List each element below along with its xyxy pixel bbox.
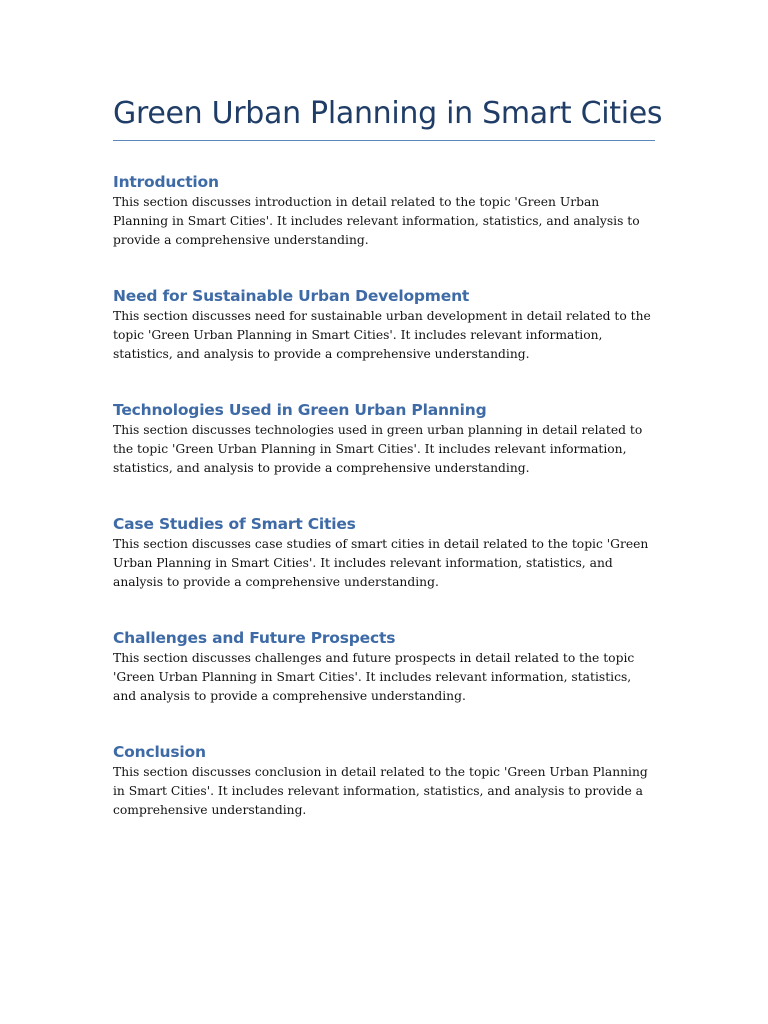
section-heading: Introduction [113,173,219,191]
document-page [113,92,663,817]
section-need-for-sustainable-urban-development [113,285,655,364]
section-heading: Technologies Used in Green Urban Planning [113,401,487,419]
section-conclusion [113,741,655,820]
page-title: Green Urban Planning in Smart Cities [113,92,655,141]
section-body: This section discusses technologies used in green urban planning in detail related to the topic 'Green Urban Planning in Smart Cities'. It includes relevant information, statistics, and analysis to provide a comprehensive understanding. [113,423,643,475]
section-heading: Challenges and Future Prospects [113,629,396,647]
section-technologies [113,399,655,478]
section-body: This section discusses challenges and future prospects in detail related to the topic 'Green Urban Planning in Smart Cities'. It includes relevant information, statistics, and analysis to provide a comprehensive understanding. [113,651,635,703]
section-heading: Need for Sustainable Urban Development [113,287,470,305]
section-body: This section discusses introduction in detail related to the topic 'Green Urban Planning in Smart Cities'. It includes relevant information, statistics, and analysis to provide a comprehensive understanding. [113,195,640,247]
section-introduction [113,171,655,250]
section-body: This section discusses need for sustainable urban development in detail related to the topic 'Green Urban Planning in Smart Cities'. It includes relevant information, statistics, and analysis to provide a comprehensive understanding. [113,309,651,361]
section-heading: Conclusion [113,743,206,761]
section-challenges [113,627,655,706]
section-heading: Case Studies of Smart Cities [113,515,356,533]
section-body: This section discusses conclusion in detail related to the topic 'Green Urban Planning in Smart Cities'. It includes relevant information, statistics, and analysis to provide a comprehensive understanding. [113,765,648,817]
section-body: This section discusses case studies of smart cities in detail related to the topic 'Green Urban Planning in Smart Cities'. It includes relevant information, statistics, and analysis to provide a comprehensive understanding. [113,537,649,589]
section-case-studies [113,513,655,592]
